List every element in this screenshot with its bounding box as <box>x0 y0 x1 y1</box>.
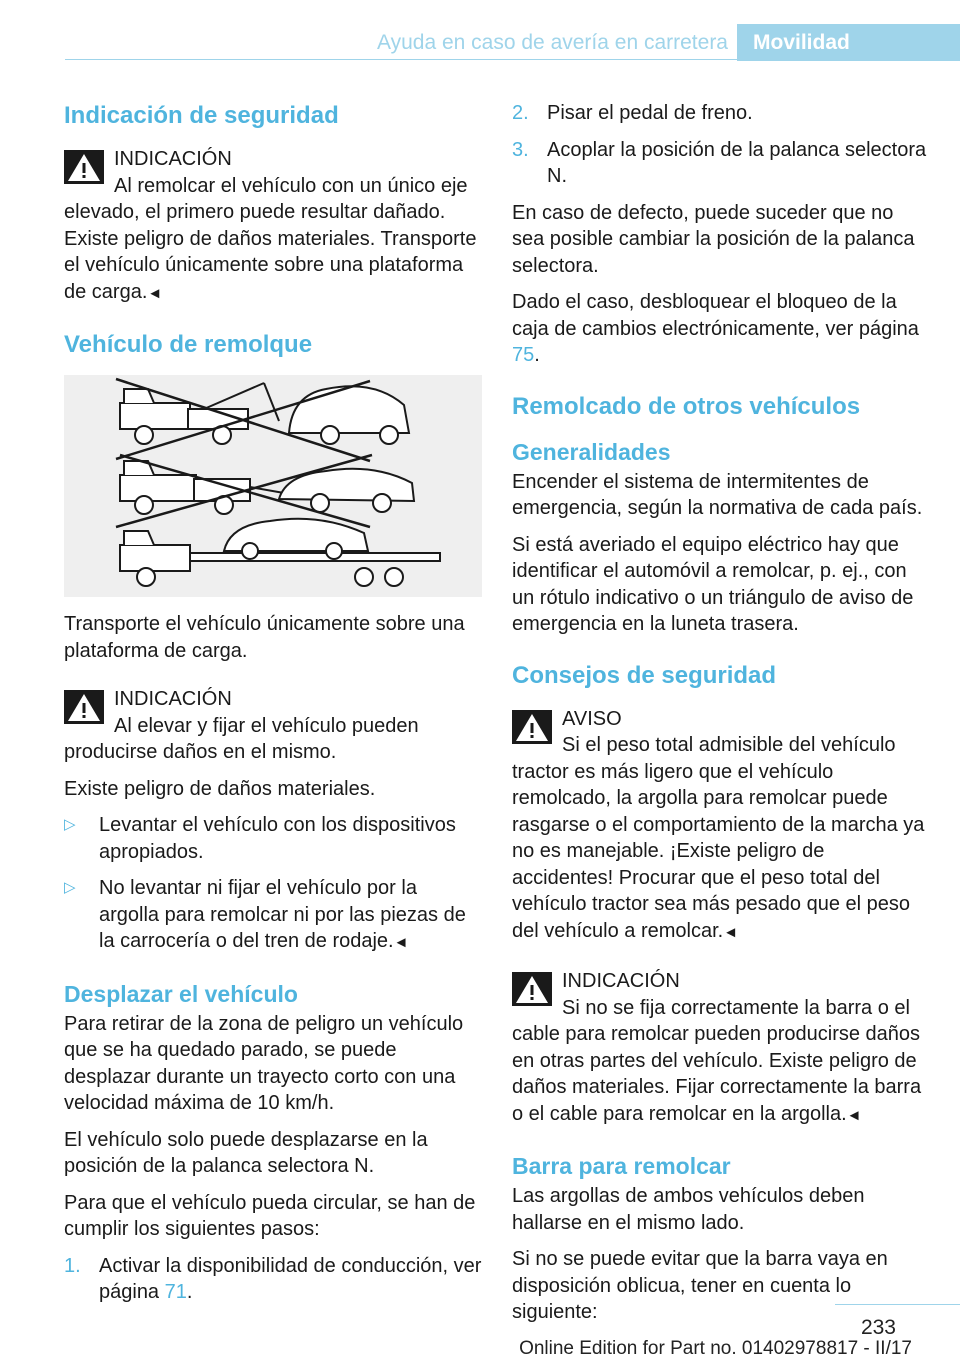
warning-label: INDICACIÓN <box>114 688 232 710</box>
tow-trucks-drawing <box>64 375 482 597</box>
paragraph: Para que el vehículo pueda circular, se han de cumplir los siguientes pasos: <box>64 1191 476 1240</box>
warning-box <box>64 146 482 307</box>
figure-caption: Transporte el vehículo únicamente sobre una plataforma de carga. <box>64 613 465 662</box>
step-number: 3. <box>512 138 529 161</box>
end-mark: ◄ <box>723 923 739 941</box>
heading-safety-tips: Consejos de seguridad <box>512 661 777 689</box>
right-column <box>512 100 930 1336</box>
heading-tow-vehicle: Vehículo de remolque <box>64 331 313 358</box>
page-number: 233 <box>860 1316 896 1339</box>
paragraph: El vehículo solo puede desplazarse en la posición de la palanca selectora N. <box>64 1128 428 1177</box>
header-tab <box>737 24 960 61</box>
header-section-title: Ayuda en caso de avería en carretera <box>376 31 728 54</box>
end-mark: ◄ <box>147 284 163 302</box>
page-link[interactable]: 75 <box>512 344 535 366</box>
warning-triangle-icon <box>512 972 552 1006</box>
warning-triangle-icon <box>512 710 552 744</box>
warning-label: INDICACIÓN <box>562 970 680 992</box>
heading-tow-other-vehicles: Remolcado de otros vehículos <box>512 392 861 420</box>
header-tab-label: Movilidad <box>753 31 850 54</box>
warning-label: INDICACIÓN <box>114 148 232 170</box>
left-column <box>64 100 482 1316</box>
warning-text: Si no se fija correctamente la barra o el cable para remolcar pueden producirse daños en otras partes del vehículo. Existe peligro de daños materiales. Fijar correctamente la barra o el cable para remolcar en la argolla. <box>512 996 922 1125</box>
footer-edition: Online Edition for Part no. 01402978817 - II/17 <box>519 1338 912 1359</box>
warning-label: AVISO <box>562 707 622 730</box>
paragraph: Para retirar de la zona de peligro un vehículo que se ha quedado parado, se puede desplazar durante un trayecto corto con una velocidad máxima de 10 km/h. <box>64 1012 464 1114</box>
heading-move-vehicle: Desplazar el vehículo <box>64 980 298 1007</box>
list-item: 3. Acoplar la posición de la palanca selectora N. <box>512 138 927 187</box>
heading-general: Generalidades <box>512 438 671 465</box>
warning-text: Al elevar y fijar el vehículo pueden producirse daños en el mismo. <box>64 714 419 763</box>
tow-vehicles-illustration <box>64 375 482 597</box>
paragraph: Si no se puede evitar que la barra vaya en disposición oblicua, tener en cuenta lo siguiente: <box>512 1248 888 1323</box>
bullet-icon: ▷ <box>64 816 76 833</box>
steps-list <box>512 100 930 190</box>
footer-rule <box>835 1304 960 1305</box>
list-item: ▷ No levantar ni fijar el vehículo por la argolla para remolcar ni por las piezas de la carrocería o del tren de rodaje.◄ <box>64 877 466 952</box>
list-item: 2. Pisar el pedal de freno. <box>512 100 930 127</box>
warning-triangle-icon <box>64 690 104 724</box>
bullet-icon: ▷ <box>64 879 76 896</box>
paragraph: Encender el sistema de intermitentes de emergencia, según la normativa de cada país. <box>512 470 923 519</box>
paragraph: Si está averiado el equipo eléctrico hay que identificar el automóvil a remolcar, p. ej., con un rótulo indicativo o un triángulo de aviso de emergencia en la luneta trasera. <box>512 533 914 635</box>
step-number: 1. <box>64 1254 81 1277</box>
heading-safety-indication: Indicación de seguridad <box>64 102 339 129</box>
warning-triangle-icon <box>64 150 104 184</box>
warning-box <box>512 706 930 947</box>
warning-text: Si el peso total admisible del vehículo tractor es más ligero que el vehículo remolcado, la argolla para remolcar puede rasgarse o el comportamiento de la marcha ya no es manejable. ¡Existe peligro de accidentes! Procurar que el peso total del vehículo tractor sea más pesado que el peso del vehículo a remolcar. <box>512 734 925 942</box>
steps-list <box>64 1253 482 1306</box>
paragraph: Dado el caso, desbloquear el bloqueo de la caja de cambios electrónicamente, ver página 75. <box>512 291 919 366</box>
bullet-list <box>64 812 482 957</box>
warning-box <box>512 968 930 1129</box>
end-mark: ◄ <box>393 934 409 951</box>
warning-box <box>64 686 482 766</box>
paragraph: Las argollas de ambos vehículos deben hallarse en el mismo lado. <box>512 1185 865 1234</box>
page-link[interactable]: 71 <box>164 1281 187 1303</box>
warning-text: Al remolcar el vehículo con un único eje elevado, el primero puede resultar dañado. Existe peligro de daños materiales. Transporte el vehículo únicamente sobre una plataforma de carga. <box>64 174 477 303</box>
list-item: ▷ Levantar el vehículo con los dispositivos apropiados. <box>64 814 456 863</box>
step-number: 2. <box>512 102 529 124</box>
paragraph-risk: Existe peligro de daños materiales. <box>64 777 376 800</box>
paragraph: En caso de defecto, puede suceder que no sea posible cambiar la posición de la palanca selectora. <box>512 201 915 277</box>
end-mark: ◄ <box>846 1106 862 1124</box>
list-item: 1. Activar la disponibilidad de conducción, ver página 71. <box>64 1254 482 1303</box>
heading-tow-bar: Barra para remolcar <box>512 1153 731 1179</box>
